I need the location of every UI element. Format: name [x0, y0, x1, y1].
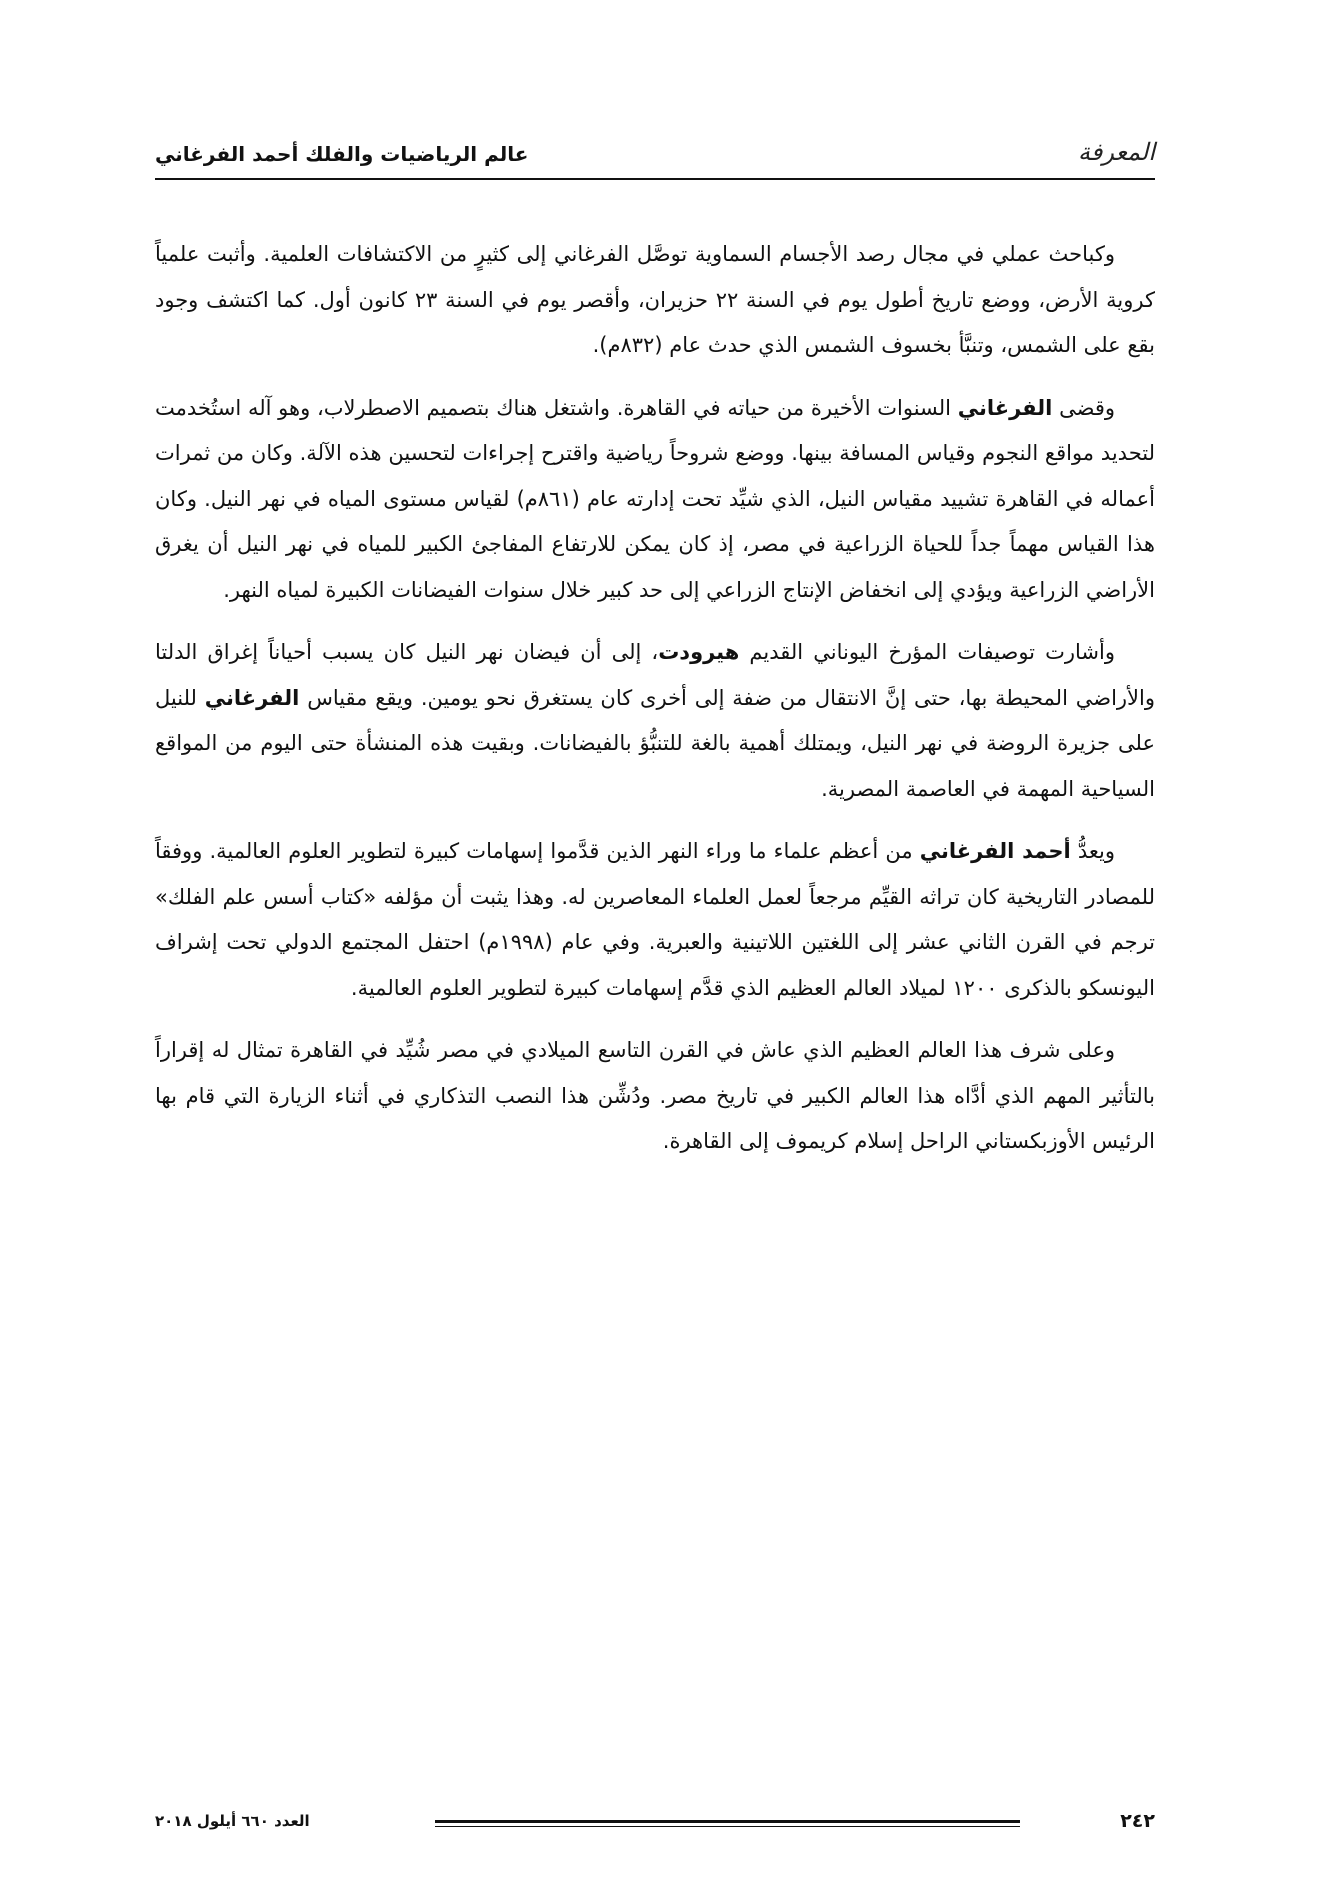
paragraph — [155, 829, 1155, 1011]
bold-name: هيرودت — [658, 640, 740, 664]
paragraph — [155, 232, 1155, 369]
page-header — [155, 120, 1155, 170]
bold-name: الفرغاني — [957, 395, 1053, 420]
paragraph-text: وأشارت توصيفات المؤرخ اليوناني القديم — [739, 640, 1115, 664]
issue-info: العدد ٦٦٠ أيلول ٢٠١٨ — [155, 1812, 310, 1830]
bold-name: أحمد الفرغاني — [919, 839, 1071, 863]
paragraph — [155, 630, 1155, 812]
footer-divider — [435, 1820, 1020, 1827]
paragraph-text: ويعدُّ — [1070, 839, 1115, 863]
page-number: ٢٤٢ — [1120, 1810, 1155, 1832]
paragraph-text: السنوات الأخيرة من حياته في القاهرة. واشتغل هناك بتصميم الاصطرلاب، وهو آله استُخدمت لتحديد مواقع النجوم وقياس المسافة بينها. ووضع شروحاً رياضية واقترح إجراءات لتحسين هذه الآلة. وكان من ثمرات أعماله في القاهرة تشييد مقياس النيل، الذي شيِّد تحت إدارته عام (٨٦١م) لقياس مستوى المياه في نهر النيل. وكان هذا القياس مهماً جداً للحياة الزراعية في مصر، إذ كان يمكن للارتفاع المفاجئ الكبير للمياه في نهر النيل أن يغرق الأراضي الزراعية ويؤدي إلى انخفاض الإنتاج الزراعي إلى حد كبير خلال سنوات الفيضانات الكبيرة لمياه النهر. — [155, 395, 1155, 602]
magazine-logo: المعرفة — [1077, 138, 1155, 166]
page-footer — [155, 1810, 1155, 1840]
paragraph-text: وكباحث عملي في مجال رصد الأجسام السماوية توصَّل الفرغاني إلى كثيرٍ من الاكتشافات العلمية. وأثبت علمياً كروية الأرض، ووضع تاريخ أطول يوم في السنة ٢٢ حزيران، وأقصر يوم في السنة ٢٣ كانون أول. كما اكتشف وجود بقع على الشمس، وتنبَّأ بخسوف الشمس الذي حدث عام (٨٣٢م). — [155, 242, 1155, 357]
paragraph-text: وعلى شرف هذا العالم العظيم الذي عاش في القرن التاسع الميلادي في مصر شُيِّد في القاهرة تمثال له إقراراً بالتأثير المهم الذي أدَّاه هذا العالم الكبير في تاريخ مصر. ودُشِّن هذا النصب التذكاري في أثناء الزيارة التي قام بها الرئيس الأوزبكستاني الراحل إسلام كريموف إلى القاهرة. — [155, 1038, 1155, 1153]
running-title: عالم الرياضيات والفلك أحمد الفرغاني — [155, 142, 529, 166]
bold-name: الفرغاني — [204, 685, 300, 710]
article-body — [155, 232, 1155, 1182]
paragraph-text: وقضى — [1052, 395, 1115, 420]
header-divider — [155, 178, 1155, 180]
paragraph-text: ، إلى أن فيضان نهر النيل كان يسبب أحياناً إغراق الدلتا والأراضي المحيطة بها، حتى إنَّ الانتقال من ضفة إلى أخرى كان يستغرق نحو يومين. ويقع مقياس — [155, 640, 1155, 710]
paragraph — [155, 386, 1155, 614]
paragraph-text: للنيل على جزيرة الروضة في نهر النيل، ويمتلك أهمية بالغة للتنبُّؤ بالفيضانات. وبقيت هذه المنشأة حتى اليوم من المواقع السياحية المهمة في العاصمة المصرية. — [155, 685, 1155, 801]
paragraph-text: من أعظم علماء ما وراء النهر الذين قدَّموا إسهامات كبيرة لتطوير العلوم العالمية. ووفقاً للمصادر التاريخية كان تراثه القيِّم مرجعاً لعمل العلماء المعاصرين له. وهذا يثبت أن مؤلفه «كتاب أسس علم الفلك» ترجم في القرن الثاني عشر إلى اللغتين اللاتينية والعبرية. وفي عام (١٩٩٨م) احتفل المجتمع الدولي تحت إشراف اليونسكو بالذكرى ١٢٠٠ لميلاد العالم العظيم الذي قدَّم إسهامات كبيرة لتطوير العلوم العالمية. — [155, 839, 1155, 1000]
paragraph — [155, 1028, 1155, 1165]
